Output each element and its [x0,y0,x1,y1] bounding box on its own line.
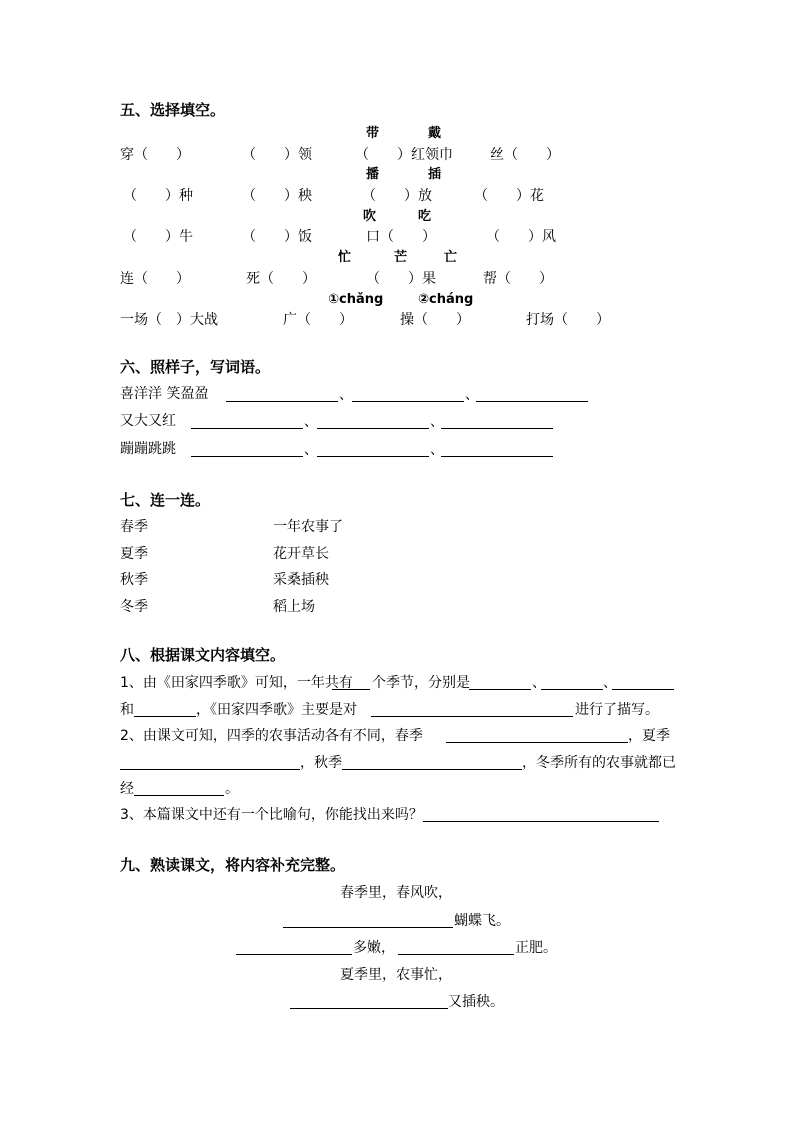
example-words: 蹦蹦跳跳 [120,441,176,457]
answer-blank[interactable] [469,689,531,690]
question-text: 个季节，分别是 [372,675,470,691]
answer-blank[interactable] [191,428,303,429]
fill-item: 连（ ） [120,271,190,287]
section-9-title: 九、熟读课文，将内容补充完整。 [120,856,346,874]
answer-blank[interactable] [226,401,338,402]
pinyin-option: ②cháng [418,292,474,307]
season-label: 秋季 [120,572,148,588]
section-8-title: 八、根据课文内容填空。 [120,646,286,664]
choice-char: 忙 [338,250,352,265]
answer-blank[interactable] [317,456,429,457]
answer-blank[interactable] [283,927,453,928]
match-phrase: 一年农事了 [273,519,343,535]
fill-item: 口（ ） [366,229,436,245]
poem-line: 蝴蝶飞。 [454,913,510,929]
separator: 、 [430,414,444,430]
match-phrase: 稻上场 [273,599,315,615]
poem-line: 正肥。 [515,940,557,956]
question-text: 1、由《田家四季歌》可知，一年共有 [120,675,353,691]
answer-blank[interactable] [290,1008,448,1009]
choice-char: 戴 [428,126,442,141]
season-label: 春季 [120,519,148,535]
separator: 、 [304,414,318,430]
fill-item: 广（ ） [283,312,353,328]
question-text: 3、本篇课文中还有一个比喻句，你能找出来吗？ [120,807,423,823]
question-text: 进行了描写。 [575,702,659,718]
fill-item: （ ）红领巾 [355,147,453,163]
answer-blank[interactable] [423,821,659,822]
separator: 、 [430,442,444,458]
answer-blank[interactable] [120,769,300,770]
section-7-title: 七、连一连。 [120,491,211,509]
fill-item: （ ）果 [366,271,436,287]
answer-blank[interactable] [612,689,674,690]
fill-item: 操（ ） [400,312,470,328]
answer-blank[interactable] [191,456,303,457]
separator: 、 [339,387,353,403]
fill-item: （ ）饭 [242,229,312,245]
separator: 、 [603,675,617,691]
answer-blank[interactable] [441,428,553,429]
match-phrase: 花开草长 [273,546,329,562]
match-phrase: 采桑插秧 [273,572,329,588]
poem-line: 春季里，春风吹， [340,885,452,901]
fill-item: 死（ ） [246,271,316,287]
answer-blank[interactable] [398,954,514,955]
separator: 、 [465,387,479,403]
answer-blank[interactable] [342,769,522,770]
choice-char: 吃 [418,209,432,224]
pinyin-option: ①chǎng [328,292,384,307]
question-text: ，秋季 [300,755,342,771]
question-text: 2、由课文可知，四季的农事活动各有不同，春季 [120,728,423,744]
section-5-title: 五、选择填空。 [120,101,226,119]
fill-item: （ ）风 [486,229,556,245]
choice-char: 吹 [363,209,377,224]
question-text: 。 [225,781,239,797]
poem-line: 夏季里，农事忙， [340,967,452,983]
fill-item: （ ）花 [474,188,544,204]
fill-item: （ ）领 [242,147,312,163]
answer-blank[interactable] [352,401,464,402]
separator: 、 [304,442,318,458]
example-words: 又大又红 [120,413,176,429]
question-text: ，夏季 [628,728,670,744]
separator: 、 [532,675,546,691]
season-label: 夏季 [120,546,148,562]
question-text: 和 [120,702,134,718]
choice-char: 插 [428,167,442,182]
answer-blank[interactable] [476,401,588,402]
poem-line: 多嫩， [353,940,395,956]
choice-char: 亡 [444,250,458,265]
answer-blank[interactable] [134,795,224,796]
section-6-title: 六、照样子，写词语。 [120,358,271,376]
choice-char: 带 [366,126,380,141]
answer-blank[interactable] [236,954,352,955]
season-label: 冬季 [120,599,148,615]
choice-char: 播 [366,167,380,182]
answer-blank[interactable] [541,689,603,690]
question-text: ，冬季所有的农事就都已 [522,755,676,771]
choice-char: 芒 [394,250,408,265]
answer-blank[interactable] [332,689,370,690]
answer-blank[interactable] [134,716,196,717]
answer-blank[interactable] [446,742,628,743]
answer-blank[interactable] [317,428,429,429]
fill-item: 一场（ ）大战 [120,312,218,328]
fill-item: 打场（ ） [526,312,610,328]
answer-blank[interactable] [441,456,553,457]
fill-item: 帮（ ） [483,271,553,287]
question-text: 经 [120,781,134,797]
fill-item: （ ）种 [123,188,193,204]
answer-blank[interactable] [371,716,573,717]
fill-item: （ ）放 [362,188,432,204]
fill-item: （ ）秧 [242,188,312,204]
example-words: 喜洋洋 笑盈盈 [120,386,209,402]
poem-line: 又插秧。 [448,994,504,1010]
fill-item: 丝（ ） [490,147,560,163]
fill-item: 穿（ ） [120,147,190,163]
question-text: ，《田家四季歌》主要是对 [196,702,357,718]
fill-item: （ ）牛 [123,229,193,245]
